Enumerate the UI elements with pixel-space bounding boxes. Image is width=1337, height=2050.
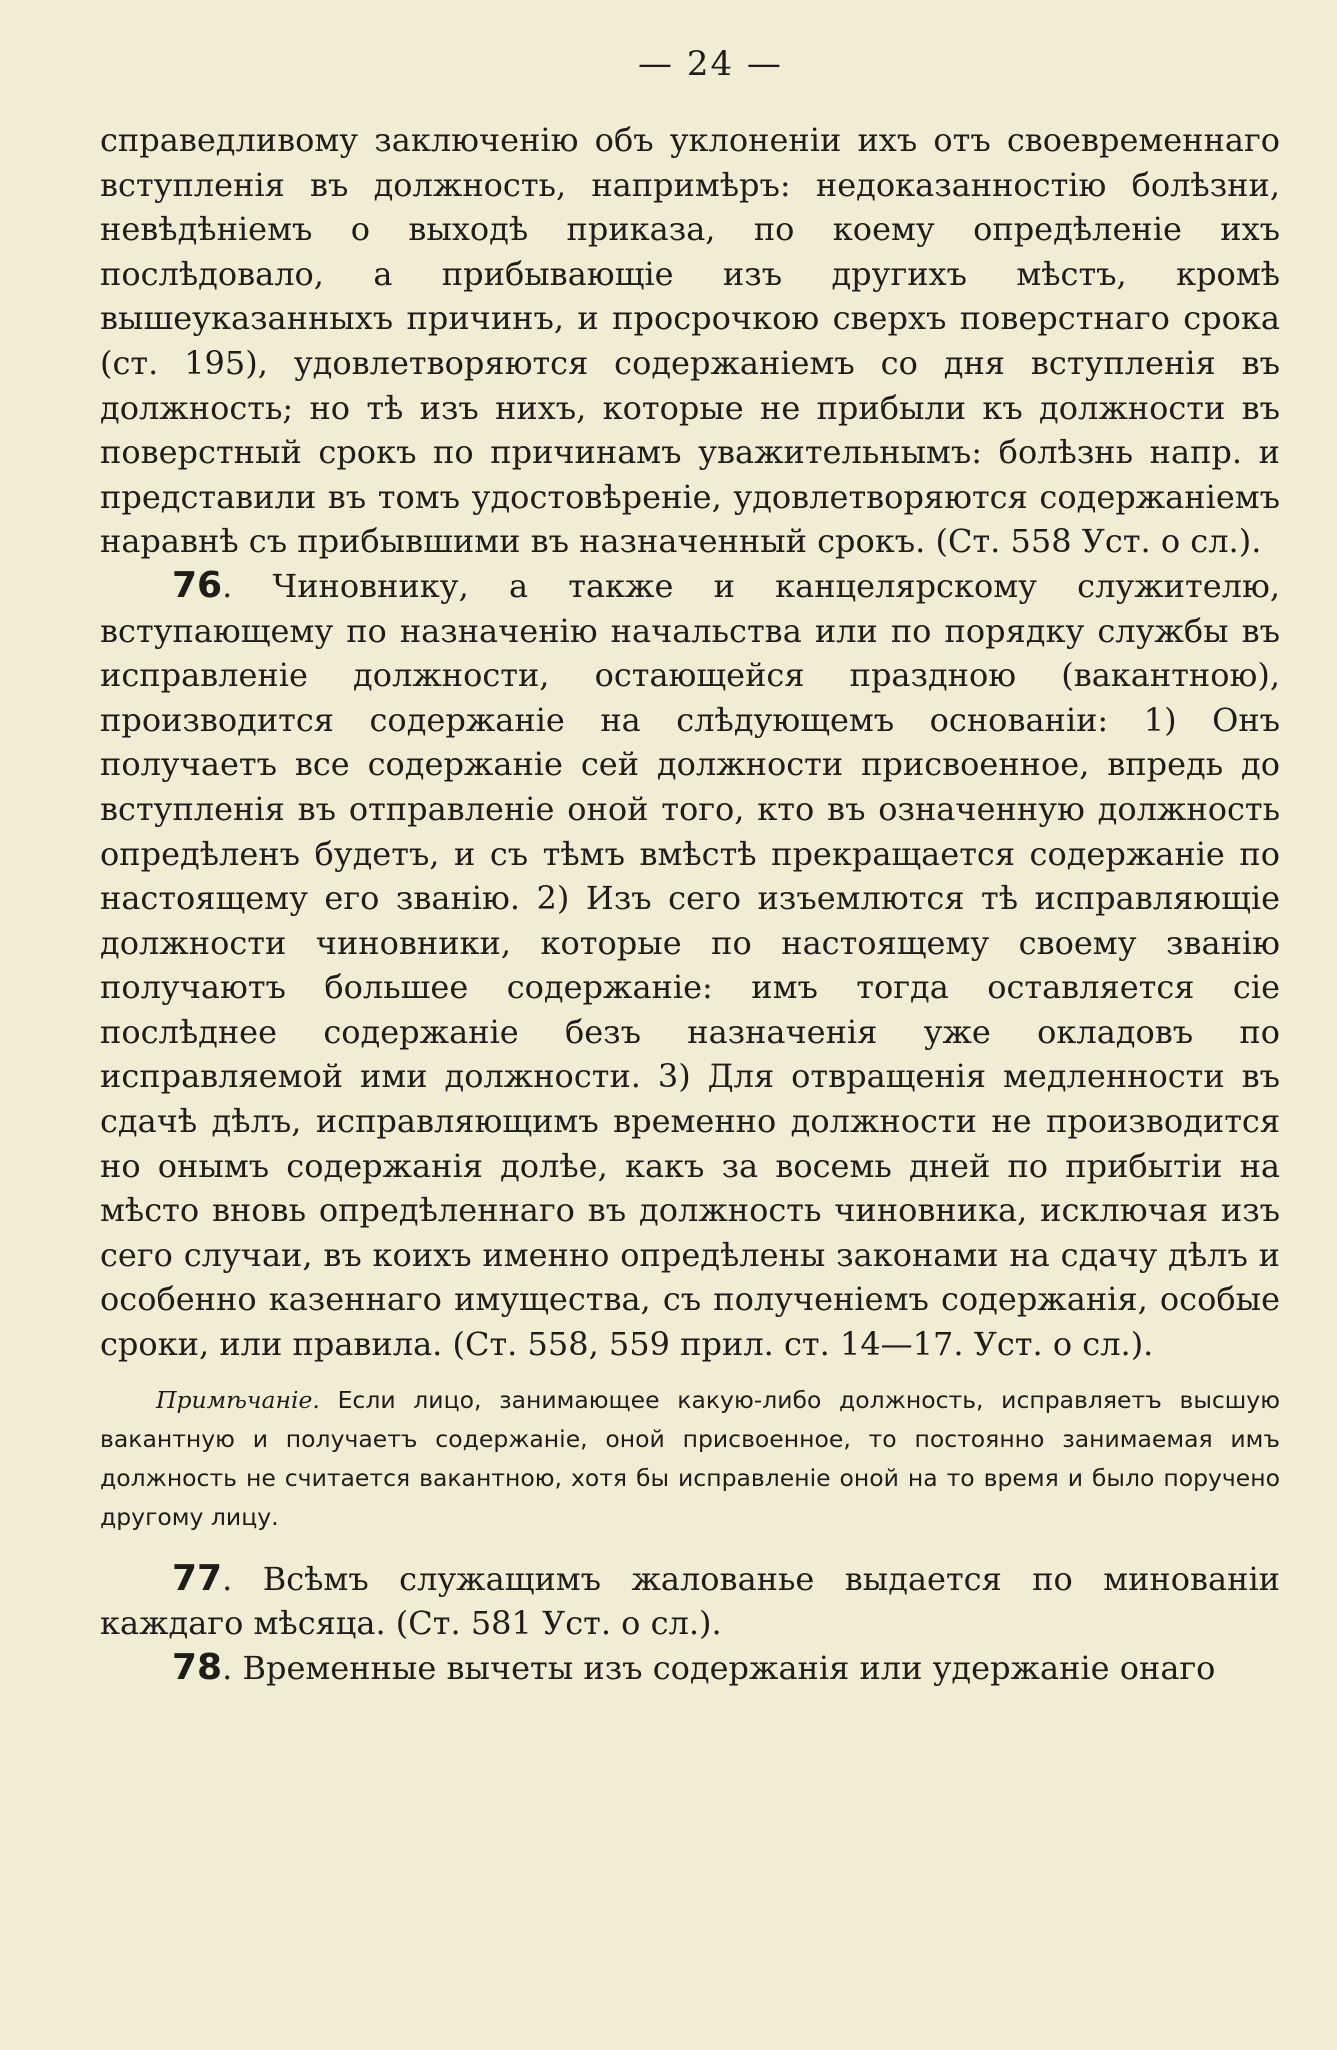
page-body: [100, 118, 1281, 1690]
paragraph-continued: справедливому заключенію объ уклоненіи ихъ отъ своевременнаго вступленія въ должность, напримѣръ: недоказанностію болѣзни, невѣдѣніемъ о выходѣ приказа, по коему опредѣленіе ихъ послѣдовало, а прибывающіе изъ другихъ мѣстъ, кромѣ вышеуказанныхъ причинъ, и просрочкою сверхъ поверстнаго срока (ст. 195), удовлетворяются содержаніемъ со дня вступленія въ должность; но тѣ изъ нихъ, которые не прибыли къ должности въ поверстный срокъ по причинамъ уважительнымъ: болѣзнь напр. и представили въ томъ удостовѣреніе, удовлетворяются содержаніемъ наравнѣ съ прибывшими въ назначенный срокъ. (Ст. 558 Уст. о сл.).: [100, 121, 1280, 561]
note-text: Если лицо, занимающее какую-либо должность, исправляетъ высшую вакантную и получаетъ содержаніе, оной присвоенное, то постоянно занимаемая имъ должность не считается вакантною, хотя бы исправленіе оной на то время и было поручено другому лицу.: [100, 1385, 1280, 1531]
footnote-remark: [100, 1381, 1280, 1537]
article-number: 78: [172, 1646, 223, 1688]
article-text: . Всѣмъ служащимъ жалованье выдается по минованіи каждаго мѣсяца. (Ст. 581 Уст. о сл.).: [100, 1559, 1280, 1643]
page-number: — 24 —: [638, 44, 783, 84]
article-77: [100, 1557, 1280, 1646]
article-76: [100, 564, 1280, 1367]
article-number: 77: [172, 1557, 223, 1599]
article-text: . Чиновнику, а также и канцелярскому служителю, вступающему по назначенію начальства или по порядку службы въ исправленіе должности, остающейся праздною (вакантною), производится содержаніе на слѣдующемъ основаніи: 1) Онъ получаетъ все содержаніе сей должности присвоенное, впредь до вступленія въ отправленіе оной того, кто въ означенную должность опредѣленъ будетъ, и съ тѣмъ вмѣстѣ прекращается содержаніе по настоящему его званію. 2) Изъ сего изъемлются тѣ исправляющіе должности чиновники, которые по настоящему своему званію получаютъ большее содержаніе: имъ тогда оставляется сіе послѣднее содержаніе безъ назначенія уже окладовъ по исправляемой ими должности. 3) Для отвращенія медленности въ сдачѣ дѣлъ, исправляющимъ временно должности не производится но онымъ содержанія долѣе, какъ за восемь дней по прибытіи на мѣсто вновь опредѣленнаго въ должность чиновника, исключая изъ сего случаи, въ коихъ именно опредѣлены законами на сдачу дѣлъ и особенно казеннаго имущества, съ полученіемъ содержанія, особые сроки, или правила. (Ст. 558, 559 прил. ст. 14—17. Уст. о сл.).: [100, 566, 1280, 1364]
article-78: [100, 1646, 1280, 1691]
article-text: . Временные вычеты изъ содержанія или удержаніе онаго: [222, 1648, 1216, 1687]
note-label: Примѣчаніе.: [156, 1385, 320, 1414]
article-number: 76: [172, 564, 223, 606]
